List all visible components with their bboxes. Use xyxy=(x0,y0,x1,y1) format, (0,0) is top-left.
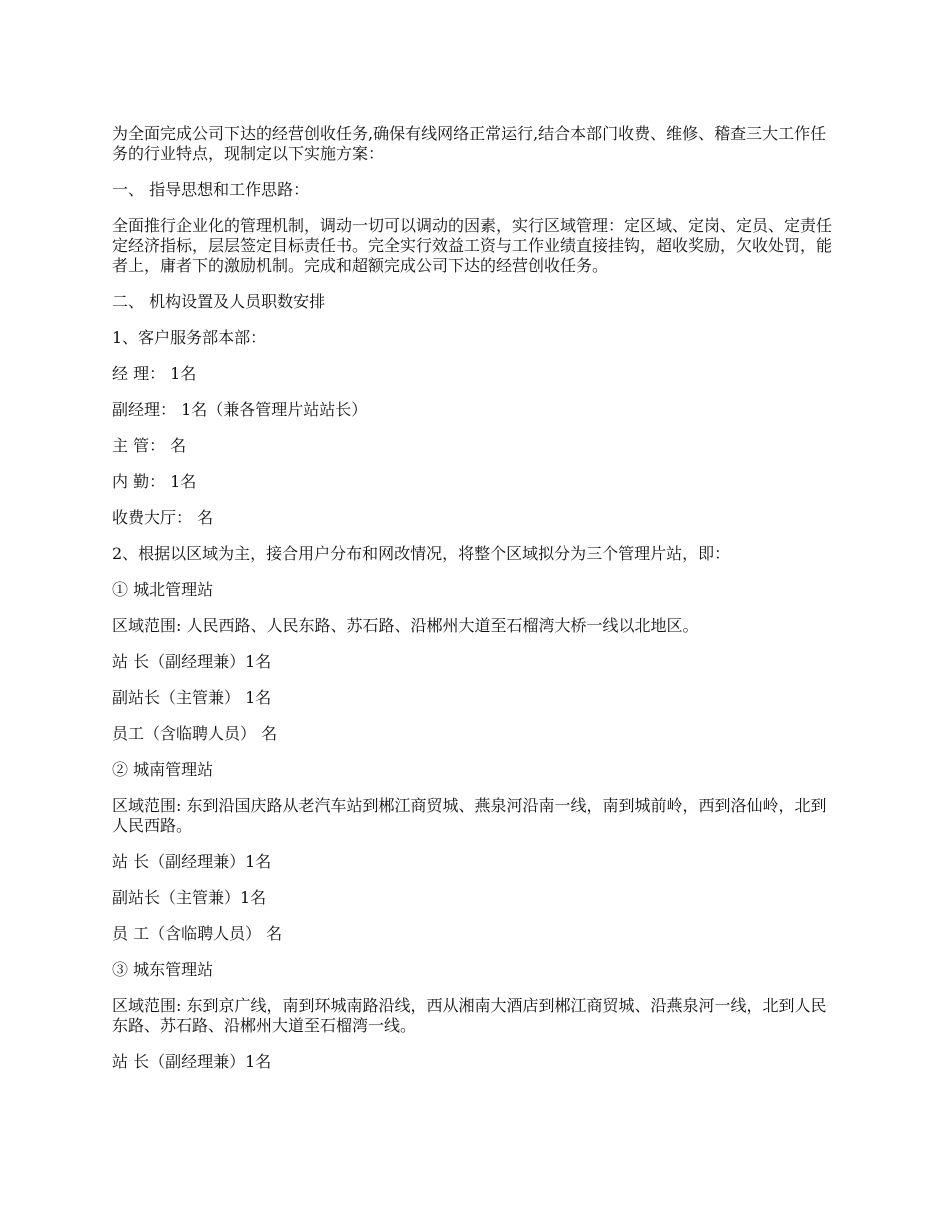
station-south-deputy-head: 副站长（主管兼）1名 xyxy=(112,888,267,907)
station-heading-east: ③ 城东管理站 xyxy=(112,960,214,979)
staff-line-manager: 经 理： 1名 xyxy=(112,364,197,383)
guiding-principles-paragraph: 全面推行企业化的管理机制，调动一切可以调动的因素，实行区域管理：定区域、定岗、定员、定责任定经济指标，层层签定目标责任书。完全实行效益工资与工作业绩直接挂钩，超收奖励，欠收处罚，能者上，庸者下的激励机制。完成和超额完成公司下达的经营创收任务。 xyxy=(112,216,833,275)
station-heading-south: ② 城南管理站 xyxy=(112,760,214,779)
document-page xyxy=(112,124,837,1088)
station-east-head: 站 长（副经理兼）1名 xyxy=(112,1052,272,1071)
subsection-stations-intro: 2、根据以区域为主，接合用户分布和网改情况，将整个区域拟分为三个管理片站，即： xyxy=(112,544,731,563)
intro-paragraph: 为全面完成公司下达的经营创收任务,确保有线网络正常运行,结合本部门收费、维修、稽查三大工作任务的行业特点，现制定以下实施方案： xyxy=(112,124,827,163)
station-south-head: 站 长（副经理兼）1名 xyxy=(112,852,272,871)
staff-line-payment-hall: 收费大厅： 名 xyxy=(112,508,214,527)
section-heading-guiding-principles: 一、 指导思想和工作思路： xyxy=(112,180,310,199)
staff-line-supervisor: 主 管： 名 xyxy=(112,436,187,455)
station-heading-north: ① 城北管理站 xyxy=(112,580,214,599)
station-north-staff: 员工（含临聘人员） 名 xyxy=(112,724,278,743)
station-north-deputy-head: 副站长（主管兼） 1名 xyxy=(112,688,272,707)
subsection-headquarters: 1、客户服务部本部： xyxy=(112,328,267,347)
section-heading-organization: 二、 机构设置及人员职数安排 xyxy=(112,292,326,311)
station-east-area: 区域范围: 东到京广线，南到环城南路沿线，西从湘南大酒店到郴江商贸城、沿燕泉河一线，北到人民东路、苏石路、沿郴州大道至石榴湾一线。 xyxy=(112,996,827,1035)
staff-line-deputy-manager: 副经理： 1名（兼各管理片站站长） xyxy=(112,400,368,419)
station-north-head: 站 长（副经理兼）1名 xyxy=(112,652,272,671)
station-north-area: 区域范围: 人民西路、人民东路、苏石路、沿郴州大道至石榴湾大桥一线以北地区。 xyxy=(112,616,699,635)
station-south-staff: 员 工（含临聘人员） 名 xyxy=(112,924,283,943)
staff-line-office-clerk: 内 勤： 1名 xyxy=(112,472,197,491)
station-south-area: 区域范围: 东到沿国庆路从老汽车站到郴江商贸城、燕泉河沿南一线，南到城前岭，西到洛仙岭，北到人民西路。 xyxy=(112,796,827,835)
